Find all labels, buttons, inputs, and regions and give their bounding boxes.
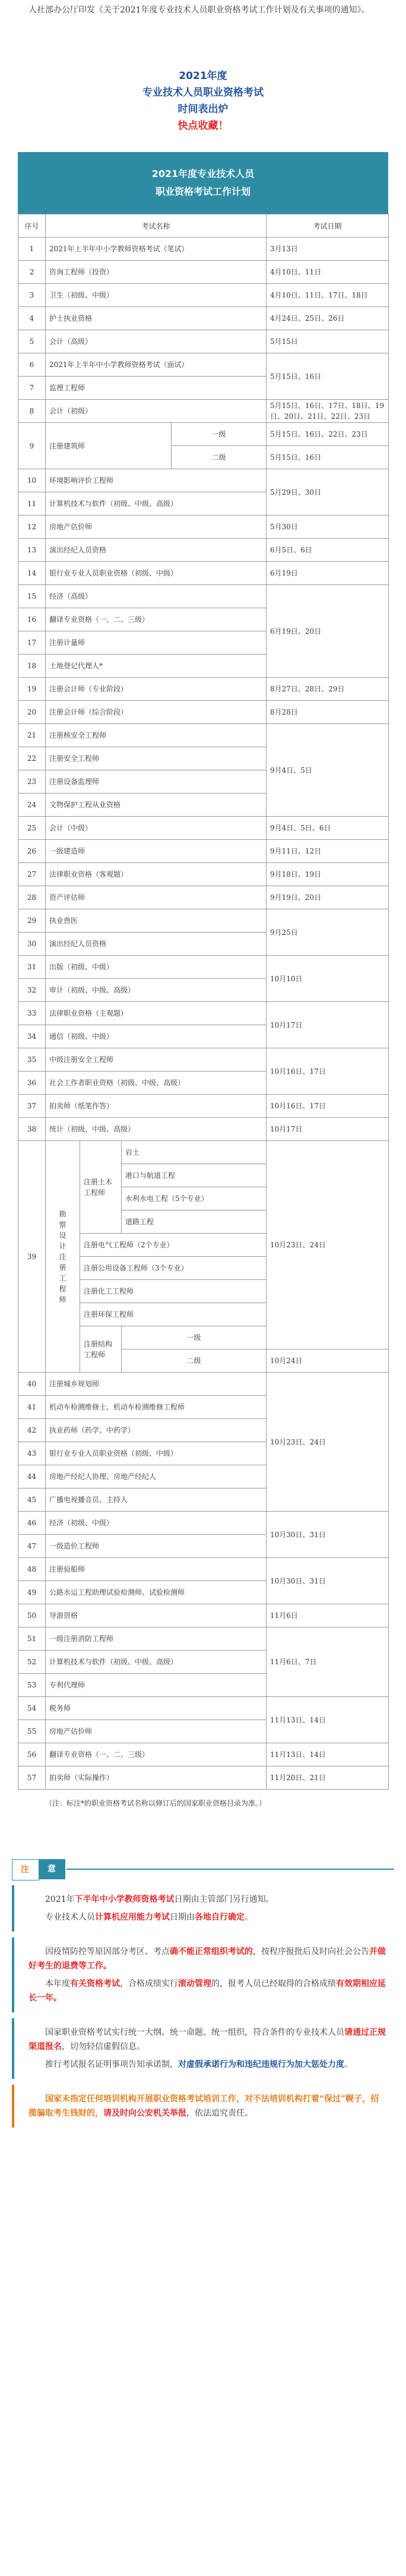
schedule-table [18, 214, 389, 1790]
exam-name: 咨询工程师（投资） [46, 261, 267, 284]
exam-date: 4月24日、25日、26日 [267, 307, 389, 330]
exam-name: 计算机技术与软件（初级、中级、高级） [46, 492, 267, 516]
table-row [18, 1141, 389, 1164]
exam-name: 执业药师（药学、中药学） [46, 1419, 267, 1442]
table-header-row [18, 214, 389, 238]
row-number: 52 [18, 1651, 46, 1674]
headline [0, 68, 406, 134]
row-number: 24 [18, 794, 46, 817]
table-row [18, 1048, 389, 1072]
notice-block-3 [12, 2018, 394, 2079]
exam-name: 机动车检测维修士、机动车检测维修工程师 [46, 1396, 267, 1419]
table-row [18, 330, 389, 353]
exam-name: 出版（初级、中级） [46, 956, 267, 979]
table-row [18, 1743, 389, 1766]
row-number: 6 [18, 353, 46, 377]
row-number: 36 [18, 1072, 46, 1095]
exam-name: 环境影响评价工程师 [46, 469, 267, 492]
exam-date: 9月25日 [267, 909, 389, 956]
row-number: 17 [18, 631, 46, 655]
row-number: 16 [18, 608, 46, 631]
table-row [18, 863, 389, 886]
exam-group-civil: 注册土木工程师 [80, 1141, 122, 1234]
row-number: 20 [18, 701, 46, 724]
headline-subtitle: 时间表出炉 [177, 103, 229, 115]
exam-date: 5月15日、16日 [267, 446, 389, 469]
exam-date: 10月16日、17日 [267, 1048, 389, 1095]
exam-name: 注册设备监理师 [46, 770, 267, 794]
row-number: 31 [18, 956, 46, 979]
row-number: 53 [18, 1674, 46, 1697]
notice-section [12, 1859, 394, 2128]
intro-text: 人社部办公厅印发《关于2021年度专业技术人员职业资格考试工作计划及有关事项的通知》。 [28, 5, 370, 15]
row-number: 46 [18, 1512, 46, 1535]
exam-name: 港口与航道工程 [122, 1164, 267, 1187]
table-row [18, 1095, 389, 1118]
exam-date: 5月29日、30日 [267, 469, 389, 516]
row-number: 2 [18, 261, 46, 284]
table-row [18, 1766, 389, 1790]
exam-date: 9月11日、12日 [267, 840, 389, 863]
exam-date: 5月15日、16日、22日、23日 [267, 423, 389, 446]
exam-name: 拍卖师（实际操作） [46, 1766, 267, 1790]
table-row [18, 1604, 389, 1627]
exam-name: 房地产经纪人协理、房地产经纪人 [46, 1465, 267, 1488]
table-row [18, 956, 389, 979]
row-number: 39 [18, 1141, 46, 1373]
table-row [18, 1558, 389, 1581]
exam-name: 注册核安全工程师 [46, 724, 267, 747]
row-number: 27 [18, 863, 46, 886]
table-row [18, 1118, 389, 1141]
exam-date: 3月13日 [267, 238, 389, 261]
row-number: 44 [18, 1465, 46, 1488]
exam-name: 水利水电工程（5个专业） [122, 1187, 267, 1210]
exam-subgrade: 二级 [122, 1349, 267, 1373]
exam-date: 9月4日、5日 [267, 724, 389, 817]
row-number: 12 [18, 516, 46, 539]
exam-date: 8月27日、28日、29日 [267, 678, 389, 701]
row-number: 3 [18, 284, 46, 307]
banner-line-1: 2021年度专业技术人员 [151, 168, 255, 179]
row-number: 35 [18, 1048, 46, 1072]
notice-p5: 国家职业资格考试实行统一大纲、统一命题、统一组织，符合条件的专业技术人员请通过正规渠道报名，切勿轻信虚假信息。 [28, 2028, 386, 2052]
header-date: 考试日期 [267, 214, 389, 238]
exam-name: 房地产估价师 [46, 516, 267, 539]
row-number: 9 [18, 423, 46, 469]
row-number: 11 [18, 492, 46, 516]
row-number: 37 [18, 1095, 46, 1118]
exam-name: 会计（初级） [46, 400, 267, 423]
row-number: 33 [18, 1002, 46, 1025]
row-number: 32 [18, 979, 46, 1002]
exam-name: 一级注册消防工程师 [46, 1627, 267, 1651]
row-number: 13 [18, 539, 46, 562]
exam-name: 卫生（初级、中级） [46, 284, 267, 307]
notice-block-2 [12, 1937, 394, 2012]
row-number: 8 [18, 400, 46, 423]
exam-name: 导游资格 [46, 1604, 267, 1627]
row-number: 14 [18, 562, 46, 585]
notice-block-4 [12, 2085, 394, 2128]
row-number: 49 [18, 1581, 46, 1604]
exam-name: 注册化工工程师 [80, 1280, 267, 1303]
row-number: 1 [18, 238, 46, 261]
row-number: 42 [18, 1419, 46, 1442]
exam-name: 注册城乡规划师 [46, 1373, 267, 1396]
exam-name: 统计（初级、中级、高级） [46, 1118, 267, 1141]
table-row [18, 353, 389, 377]
exam-date: 10月24日 [267, 1349, 389, 1373]
notice-body [12, 1859, 394, 2128]
notice-p7: 国家未指定任何培训机构开展职业资格考试培训工作，对不法培训机构打着“保过”幌子，招揽骗取考生钱财的，请及时向公安机关举报，依法追究责任。 [28, 2094, 379, 2118]
exam-name: 注册会计师（综合阶段） [46, 701, 267, 724]
exam-date: 6月19日、20日 [267, 585, 389, 678]
table-footnote: （注：标注*的职业资格考试名称以修订后的国家职业资格目录为准。） [45, 1799, 267, 1807]
table-row [18, 516, 389, 539]
exam-group-structural: 注册结构工程师 [80, 1326, 122, 1373]
exam-date: 11月6日、7日 [267, 1627, 389, 1697]
row-number: 55 [18, 1720, 46, 1743]
exam-name: 2021年上半年中小学教师资格考试（面试） [46, 353, 267, 377]
table-row [18, 238, 389, 261]
exam-name: 社会工作者职业资格（初级、中级、高级） [46, 1072, 267, 1095]
exam-date: 6月19日 [267, 562, 389, 585]
table-row [18, 1627, 389, 1651]
exam-date: 4月10日、11日、17日、18日 [267, 284, 389, 307]
exam-date: 11月13日、14日 [267, 1697, 389, 1743]
exam-name: 拍卖师（纸笔作答） [46, 1095, 267, 1118]
table-row [18, 1373, 389, 1396]
headline-callout: 快点收藏！ [177, 120, 229, 132]
table-row [18, 585, 389, 608]
table-row [18, 284, 389, 307]
exam-name: 翻译专业资格（一、二、三级） [46, 608, 267, 631]
row-number: 47 [18, 1535, 46, 1558]
row-number: 48 [18, 1558, 46, 1581]
table-row [18, 701, 389, 724]
row-number: 57 [18, 1766, 46, 1790]
table-row [18, 840, 389, 863]
exam-name: 文物保护工程从业资格 [46, 794, 267, 817]
exam-date: 10月30日、31日 [267, 1558, 389, 1604]
exam-date: 4月10日、11日 [267, 261, 389, 284]
exam-date: 10月30日、31日 [267, 1512, 389, 1558]
banner-line-2: 职业资格考试工作计划 [155, 186, 250, 197]
table-row [18, 678, 389, 701]
exam-name: 审计（初级、中级、高级） [46, 979, 267, 1002]
row-number: 25 [18, 817, 46, 840]
row-number: 19 [18, 678, 46, 701]
table-banner [18, 152, 388, 214]
exam-name: 注册安全工程师 [46, 747, 267, 770]
notice-p1: 2021年下半年中小学教师资格考试日期由主管部门另行通知。 [45, 1895, 274, 1904]
table-row [18, 886, 389, 909]
row-number: 43 [18, 1442, 46, 1465]
exam-name: 护士执业资格 [46, 307, 267, 330]
exam-name: 房地产估价师 [46, 1720, 267, 1743]
exam-name: 注册公用设备工程师（3个专业） [80, 1257, 267, 1280]
notice-p3: 因疫情防控等原因部分考区、考点确不能正常组织考试的，按程序报批后及时向社会公告并做好考生的退费等工作。 [28, 1947, 386, 1971]
exam-date: 10月23日、24日 [267, 1373, 389, 1512]
exam-date: 9月18日、19日 [267, 863, 389, 886]
headline-year: 2021年度 [179, 70, 227, 82]
table-row [18, 539, 389, 562]
exam-date: 5月15日、16日 [267, 353, 389, 400]
exam-date: 9月4日、5日、6日 [267, 817, 389, 840]
exam-name: 岩土 [122, 1141, 267, 1164]
exam-name: 监理工程师 [46, 377, 267, 400]
notice-tab-1: 注 [12, 1859, 39, 1880]
notice-tab-2: 意 [39, 1859, 65, 1879]
exam-name: 注册环保工程师 [80, 1303, 267, 1326]
table-row [18, 909, 389, 933]
exam-name: 注册建筑师 [46, 423, 172, 469]
notice-p4: 本年度有关资格考试，合格成绩实行滚动管理的，报考人员已经取得的合格成绩有效期相应延长一年。 [28, 1979, 386, 2003]
exam-name: 道路工程 [122, 1210, 267, 1234]
exam-subgrade: 一级 [172, 423, 267, 446]
row-number: 28 [18, 886, 46, 909]
header-name: 考试名称 [46, 214, 267, 238]
row-number: 18 [18, 655, 46, 678]
exam-name: 土地登记代理人* [46, 655, 267, 678]
exam-date: 10月10日 [267, 956, 389, 1002]
exam-date: 10月16日、17日 [267, 1095, 389, 1118]
row-number: 23 [18, 770, 46, 794]
headline-title: 专业技术人员职业资格考试 [142, 87, 264, 99]
row-number: 26 [18, 840, 46, 863]
row-number: 45 [18, 1488, 46, 1512]
exam-name: 执业兽医 [46, 909, 267, 933]
exam-date: 10月17日 [267, 1118, 389, 1141]
row-number: 21 [18, 724, 46, 747]
table-row [18, 1697, 389, 1720]
row-number: 34 [18, 1025, 46, 1048]
exam-name: 中级注册安全工程师 [46, 1048, 267, 1072]
row-number: 56 [18, 1743, 46, 1766]
exam-name: 一级造价工程师 [46, 1535, 267, 1558]
row-number: 30 [18, 933, 46, 956]
exam-name: 税务师 [46, 1697, 267, 1720]
notice-p6: 推行考试报名证明事项告知承诺制，对虚假承诺行为和违纪违规行为加大惩处力度。 [45, 2060, 353, 2069]
row-number: 38 [18, 1118, 46, 1141]
exam-date: 10月23日、24日 [267, 1141, 389, 1349]
row-number: 10 [18, 469, 46, 492]
exam-name: 银行业专业人员职业资格（初级、中级） [46, 562, 267, 585]
row-number: 5 [18, 330, 46, 353]
exam-name: 注册会计师（专业阶段） [46, 678, 267, 701]
table-row [18, 423, 389, 446]
exam-date: 11月6日 [267, 1604, 389, 1627]
exam-name: 银行业专业人员职业资格（初级、中级） [46, 1442, 267, 1465]
exam-name: 会计（高级） [46, 330, 267, 353]
exam-date: 8月28日 [267, 701, 389, 724]
table-row [18, 261, 389, 284]
exam-name: 广播电视播音员、主持人 [46, 1488, 267, 1512]
exam-name: 翻译专业资格（一、二、三级） [46, 1743, 267, 1766]
exam-name: 演出经纪人员资格 [46, 539, 267, 562]
exam-name: 注册电气工程师（2个专业） [80, 1234, 267, 1257]
row-number: 50 [18, 1604, 46, 1627]
exam-name: 经济（高级） [46, 585, 267, 608]
exam-subgrade: 一级 [122, 1326, 267, 1349]
exam-name: 资产评估师 [46, 886, 267, 909]
exam-date: 9月19日、20日 [267, 886, 389, 909]
exam-date: 6月5日、6日 [267, 539, 389, 562]
schedule-section [18, 152, 388, 1808]
table-row [18, 817, 389, 840]
exam-name: 法律职业资格（主观题） [46, 1002, 267, 1025]
row-number: 22 [18, 747, 46, 770]
table-row [18, 1512, 389, 1535]
exam-name: 会计（中级） [46, 817, 267, 840]
schedule-table-body [18, 214, 389, 1790]
table-row [18, 307, 389, 330]
exam-date: 10月17日 [267, 1002, 389, 1048]
header-no: 序号 [18, 214, 46, 238]
row-number: 41 [18, 1396, 46, 1419]
exam-subgrade: 二级 [172, 446, 267, 469]
exam-name: 演出经纪人员资格 [46, 933, 267, 956]
notice-p2: 专业技术人员计算机应用能力考试日期由各地自行确定。 [45, 1913, 253, 1922]
exam-date: 5月15日、16日、17日、18日、19日、20日、21日、22日、23日 [267, 400, 389, 423]
exam-name: 法律职业资格（客观题） [46, 863, 267, 886]
exam-name: 计算机技术与软件（初级、中级、高级） [46, 1651, 267, 1674]
exam-name: 2021年上半年中小学教师资格考试（笔试） [46, 238, 267, 261]
exam-name: 一级建造师 [46, 840, 267, 863]
row-number: 4 [18, 307, 46, 330]
row-number: 15 [18, 585, 46, 608]
exam-name: 公路水运工程助理试验检测师、试验检测师 [46, 1581, 267, 1604]
exam-name: 注册计量师 [46, 631, 267, 655]
row-number: 40 [18, 1373, 46, 1396]
exam-date: 5月30日 [267, 516, 389, 539]
row-number: 7 [18, 377, 46, 400]
exam-name: 通信（初级、中级） [46, 1025, 267, 1048]
table-row [18, 562, 389, 585]
exam-name: 经济（初级、中级） [46, 1512, 267, 1535]
table-row [18, 400, 389, 423]
table-row [18, 469, 389, 492]
exam-date: 11月20日、21日 [267, 1766, 389, 1790]
row-number: 54 [18, 1697, 46, 1720]
row-number: 29 [18, 909, 46, 933]
exam-name: 专利代理师 [46, 1674, 267, 1697]
notice-block-1 [12, 1885, 394, 1932]
exam-name: 注册验船师 [46, 1558, 267, 1581]
exam-date: 5月15日 [267, 330, 389, 353]
exam-category-vertical: 勘 察 设 计 注 册 工 程 师 [46, 1141, 80, 1373]
exam-date: 11月13日、14日 [267, 1743, 389, 1766]
table-row [18, 1002, 389, 1025]
row-number: 51 [18, 1627, 46, 1651]
table-row [18, 724, 389, 747]
